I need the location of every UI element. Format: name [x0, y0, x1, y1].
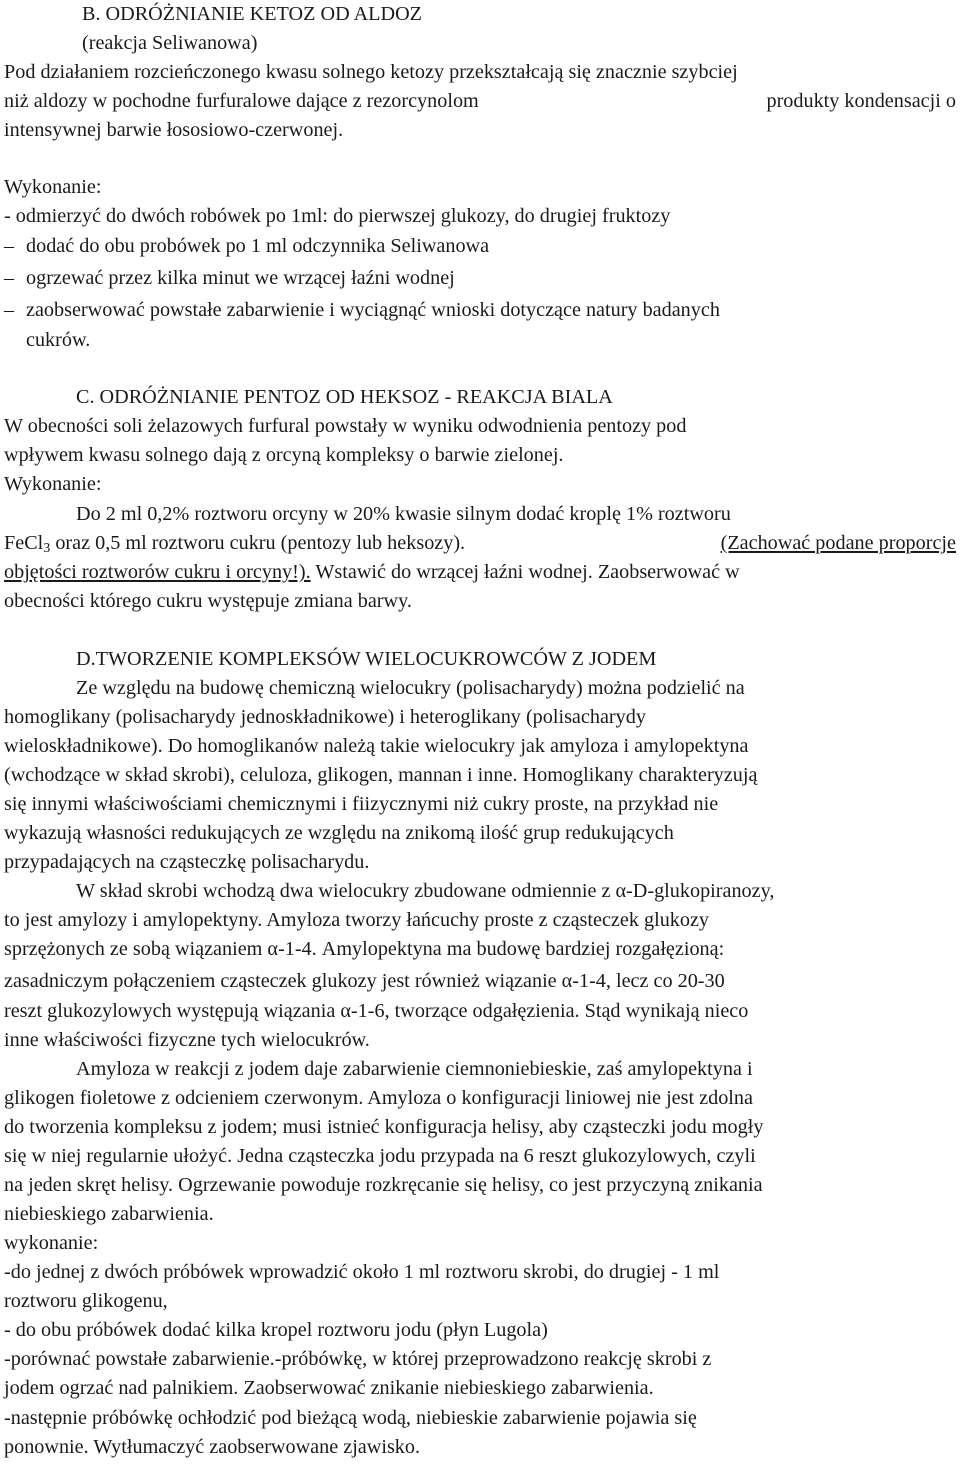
procedure-label: wykonanie: — [4, 1232, 99, 1254]
procedure-step: cukrów. — [26, 329, 91, 351]
paragraph-line: (wchodzące w skład skrobi), celuloza, glikogen, mannan i inne. Homoglikany charakteryzują — [4, 764, 758, 786]
section-c-heading: C. ODRÓŻNIANIE PENTOZ OD HEKSOZ - REAKCJA BIALA — [76, 386, 613, 408]
paragraph-line: W skład skrobi wchodzą dwa wielocukry zbudowane odmiennie z α-D-glukopiranozy, — [76, 880, 775, 902]
paragraph-line: to jest amylozy i amylopektyny. Amyloza tworzy łańcuchy proste z cząsteczek glukozy — [4, 909, 710, 931]
paragraph-line: wieloskładnikowe). Do homoglikanów należą takie wielocukry jak amyloza i amylopektyna — [4, 735, 749, 757]
section-b-heading: B. ODRÓŻNIANIE KETOZ OD ALDOZ — [82, 3, 422, 25]
procedure-step: – zaobserwować powstałe zabarwienie i wyciągnąć wnioski dotyczące natury badanych — [4, 296, 720, 325]
paragraph-line: FeCl$_3$ oraz 0,5 ml roztworu cukru (pentozy lub heksozy). (Zachować podane proporcje — [4, 529, 956, 558]
procedure-step: jodem ogrzać nad palnikiem. Zaobserwować znikanie niebieskiego zabarwienia. — [4, 1377, 654, 1399]
section-d-heading: D.TWORZENIE KOMPLEKSÓW WIELOCUKROWCÓW Z JODEM — [76, 648, 657, 670]
paragraph-line: homoglikany (polisacharydy jednoskładnikowe) i heteroglikany (polisacharydy — [4, 706, 646, 728]
paragraph-line: przypadających na cząsteczkę polisacharydu. — [4, 851, 370, 873]
paragraph-line: wykazują własności redukujących ze względu na znikomą ilość grup redukujących — [4, 822, 674, 844]
dash-bullet: – — [4, 235, 15, 257]
paragraph-line: sprzężonych ze sobą wiązaniem α-1-4. Amylopektyna ma budowę bardziej rozgałęzioną: — [4, 938, 725, 960]
procedure-step: ponownie. Wytłumaczyć zaobserwowane zjawisko. — [4, 1436, 421, 1458]
paragraph-line: intensywnej barwie łososiowo-czerwonej. — [4, 119, 344, 141]
paragraph-line: na jeden skręt helisy. Ogrzewanie powoduje rozkręcanie się helisy, co jest przyczyną znikania — [4, 1174, 763, 1196]
paragraph-line: się w niej regularnie ułożyć. Jedna cząsteczka jodu przypada na 6 reszt glukozylowych, czyli — [4, 1145, 756, 1167]
underlined-note: objętości roztworów cukru i orcyny!). — [4, 561, 311, 583]
paragraph-line: wpływem kwasu solnego dają z orcyną kompleksy o barwie zielonej. — [4, 444, 564, 466]
section-b-subheading: (reakcja Seliwanowa) — [82, 32, 258, 54]
procedure-step: roztworu glikogenu, — [4, 1290, 168, 1312]
paragraph-line: niebieskiego zabarwienia. — [4, 1203, 214, 1225]
procedure-step: – ogrzewać przez kilka minut we wrzącej łaźni wodnej — [4, 264, 455, 293]
procedure-step: - do obu próbówek dodać kilka kropel roztworu jodu (płyn Lugola) — [4, 1319, 548, 1341]
paragraph-line: do tworzenia kompleksu z jodem; musi istnieć konfiguracja helisy, aby cząsteczki jodu mogły — [4, 1116, 764, 1138]
paragraph-line: objętości roztworów cukru i orcyny!). Wstawić do wrzącej łaźni wodnej. Zaobserwować w — [4, 561, 740, 583]
underlined-note: (Zachować podane proporcje — [720, 532, 956, 554]
paragraph-line: Amyloza w reakcji z jodem daje zabarwienie ciemnoniebieskie, zaś amylopektyna i — [76, 1058, 753, 1080]
paragraph-line: niż aldozy w pochodne furfuralowe dające z rezorcynolom produkty kondensacji o — [4, 90, 956, 112]
procedure-label: Wykonanie: — [4, 473, 102, 495]
paragraph-line: Pod działaniem rozcieńczonego kwasu solnego ketozy przekształcają się znacznie szybciej — [4, 61, 738, 83]
procedure-step: -następnie próbówkę ochłodzić pod bieżącą wodą, niebieskie zabarwienie pojawia się — [4, 1407, 697, 1429]
procedure-label: Wykonanie: — [4, 176, 102, 198]
paragraph-line: inne właściwości fizyczne tych wielocukrów. — [4, 1029, 370, 1051]
paragraph-line: Do 2 ml 0,2% roztworu orcyny w 20% kwasie silnym dodać kroplę 1% roztworu — [76, 503, 731, 525]
dash-bullet: – — [4, 299, 15, 321]
dash-bullet: – — [4, 267, 15, 289]
paragraph-line: W obecności soli żelazowych furfural powstały w wyniku odwodnienia pentozy pod — [4, 415, 687, 437]
paragraph-line: obecności którego cukru występuje zmiana barwy. — [4, 590, 412, 612]
procedure-step: - odmierzyć do dwóch robówek po 1ml: do pierwszej glukozy, do drugiej fruktozy — [4, 205, 671, 227]
paragraph-line: Ze względu na budowę chemiczną wielocukry (polisacharydy) można podzielić na — [76, 677, 745, 699]
procedure-step: -porównać powstałe zabarwienie.-próbówkę, w której przeprowadzono reakcję skrobi z — [4, 1348, 712, 1370]
paragraph-line: reszt glukozylowych występują wiązania α-1-6, tworzące odgałęzienia. Stąd wynikają nieco — [4, 1000, 749, 1022]
paragraph-line: się innymi właściwościami chemicznymi i fiizycznymi niż cukry proste, na przykład nie — [4, 793, 719, 815]
procedure-step: -do jednej z dwóch próbówek wprowadzić około 1 ml roztworu skrobi, do drugiej - 1 ml — [4, 1261, 720, 1283]
paragraph-line: zasadniczym połączeniem cząsteczek glukozy jest również wiązanie α-1-4, lecz co 20-30 — [4, 970, 725, 992]
procedure-step: – dodać do obu probówek po 1 ml odczynnika Seliwanowa — [4, 232, 489, 261]
paragraph-line: glikogen fioletowe z odcieniem czerwonym. Amyloza o konfiguracji liniowej nie jest zdolna — [4, 1087, 753, 1109]
